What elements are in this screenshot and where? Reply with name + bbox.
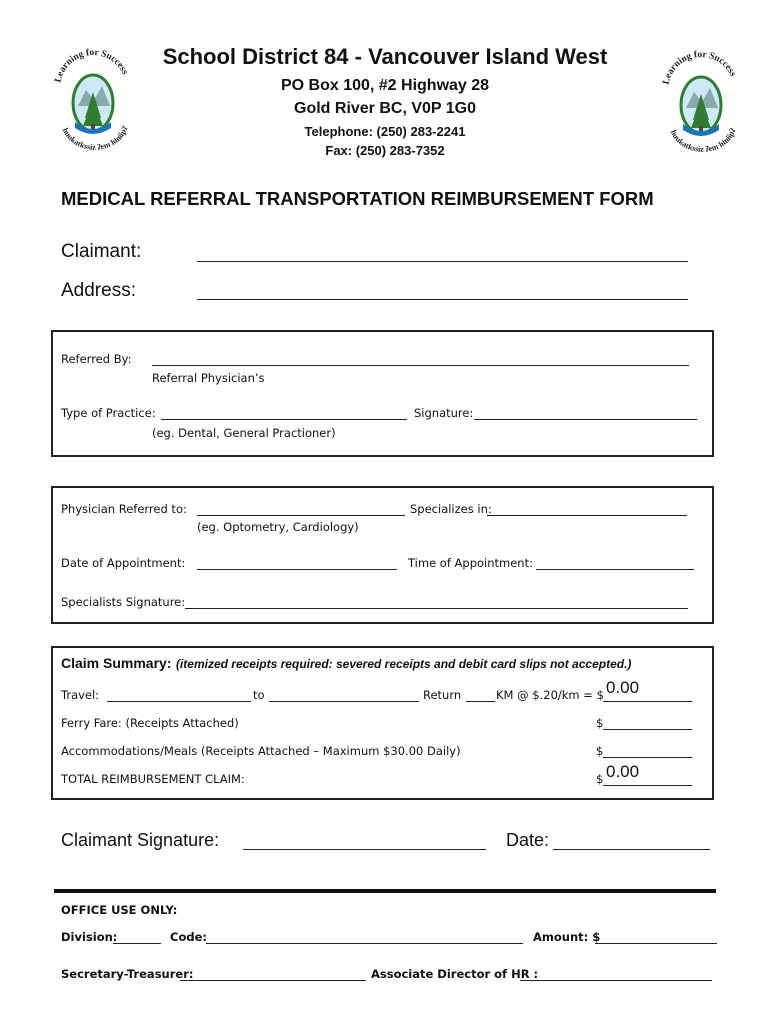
physician-hint: (eg. Optometry, Cardiology): [197, 520, 359, 534]
ferry-label: Ferry Fare: (Receipts Attached): [61, 716, 239, 730]
logo-motto-right: Learning for Success: [661, 49, 738, 86]
logo-bottom-right: huukatkssiz ʔem hiniipʔ: [668, 127, 738, 152]
total-amount-field[interactable]: [603, 762, 692, 786]
type-of-practice-hint: (eg. Dental, General Practioner): [152, 426, 336, 440]
referral-box: [51, 330, 714, 457]
signature-field[interactable]: [474, 404, 697, 420]
travel-to-field[interactable]: [269, 686, 419, 702]
ferry-amount-field[interactable]: [603, 714, 692, 730]
referred-by-hint: Referral Physician’s: [152, 371, 265, 385]
associate-director-field[interactable]: [520, 966, 712, 981]
date-field[interactable]: [553, 830, 710, 850]
code-label: Code:: [170, 930, 207, 944]
time-of-appointment-label: Time of Appointment:: [408, 556, 533, 570]
travel-km-field[interactable]: [466, 686, 495, 702]
date-of-appointment-field[interactable]: [197, 554, 397, 570]
referred-by-field[interactable]: [152, 350, 689, 366]
travel-label: Travel:: [61, 688, 100, 702]
date-of-appointment-label: Date of Appointment:: [61, 556, 186, 570]
specialist-signature-label: Specialists Signature:: [61, 595, 186, 609]
telephone: Telephone: (250) 283-2241: [304, 124, 466, 139]
claimant-signature-field[interactable]: [243, 830, 486, 850]
travel-amount-field[interactable]: [603, 678, 692, 702]
claim-summary-box: [51, 646, 714, 800]
claimant-label: Claimant:: [61, 241, 142, 262]
address-line-2: Gold River BC, V0P 1G0: [294, 100, 476, 117]
accommodations-label: Accommodations/Meals (Receipts Attached – Maximum $30.00 Daily): [61, 744, 461, 758]
form-title: MEDICAL REFERRAL TRANSPORTATION REIMBURSEMENT FORM: [61, 188, 654, 209]
address-line-1: PO Box 100, #2 Highway 28: [280, 77, 490, 94]
specializes-label: Specializes in:: [410, 502, 492, 516]
accommodations-dollar: $: [596, 744, 604, 758]
travel-return-label: Return: [423, 688, 462, 702]
claim-summary-title: Claim Summary:: [61, 655, 172, 671]
address-field[interactable]: [197, 278, 688, 300]
total-amount-value: 0.00: [606, 762, 640, 781]
specialist-signature-field[interactable]: [185, 593, 688, 609]
claim-summary-note: (itemized receipts required: severed receipts and debit card slips not accepted.): [175, 657, 632, 671]
type-of-practice-label: Type of Practice:: [61, 406, 156, 420]
logo-motto-left: Learning for Success: [53, 47, 130, 84]
signature-label: Signature:: [414, 406, 474, 420]
claim-summary-heading: [61, 655, 631, 673]
address-label: Address:: [61, 280, 136, 301]
claimant-field[interactable]: [197, 240, 688, 262]
district-name: School District 84 - Vancouver Island West: [162, 44, 608, 69]
physician-box: [51, 486, 714, 624]
physician-referred-field[interactable]: [197, 500, 405, 516]
secretary-treasurer-label: Secretary-Treasurer:: [61, 967, 194, 981]
total-claim-label: TOTAL REIMBURSEMENT CLAIM:: [61, 772, 245, 786]
logo-bottom-left: huukatkssiz ʔem hiniipʔ: [60, 125, 130, 150]
associate-director-label: Associate Director of HR :: [371, 967, 539, 981]
amount-field[interactable]: [595, 929, 717, 944]
fax: Fax: (250) 283-7352: [325, 143, 445, 158]
ferry-dollar: $: [596, 716, 604, 730]
claimant-signature-label: Claimant Signature:: [61, 830, 220, 850]
division-label: Division:: [61, 930, 118, 944]
travel-to-label: to: [253, 688, 265, 702]
travel-rate-label: KM @ $.20/km = $: [496, 688, 604, 702]
code-field[interactable]: [206, 929, 523, 944]
secretary-treasurer-field[interactable]: [180, 966, 366, 981]
time-of-appointment-field[interactable]: [536, 554, 694, 570]
travel-amount-value: 0.00: [606, 678, 640, 697]
total-dollar: $: [596, 772, 604, 786]
travel-from-field[interactable]: [107, 686, 251, 702]
physician-referred-label: Physician Referred to:: [61, 502, 187, 516]
referred-by-label: Referred By:: [61, 352, 132, 366]
office-divider: [54, 889, 716, 893]
office-use-title: OFFICE USE ONLY:: [61, 903, 178, 917]
amount-label: Amount: $: [533, 930, 601, 944]
type-of-practice-field[interactable]: [161, 404, 407, 420]
accommodations-amount-field[interactable]: [603, 742, 692, 758]
specializes-field[interactable]: [487, 500, 687, 516]
division-field[interactable]: [113, 929, 161, 944]
date-label: Date:: [506, 830, 550, 850]
